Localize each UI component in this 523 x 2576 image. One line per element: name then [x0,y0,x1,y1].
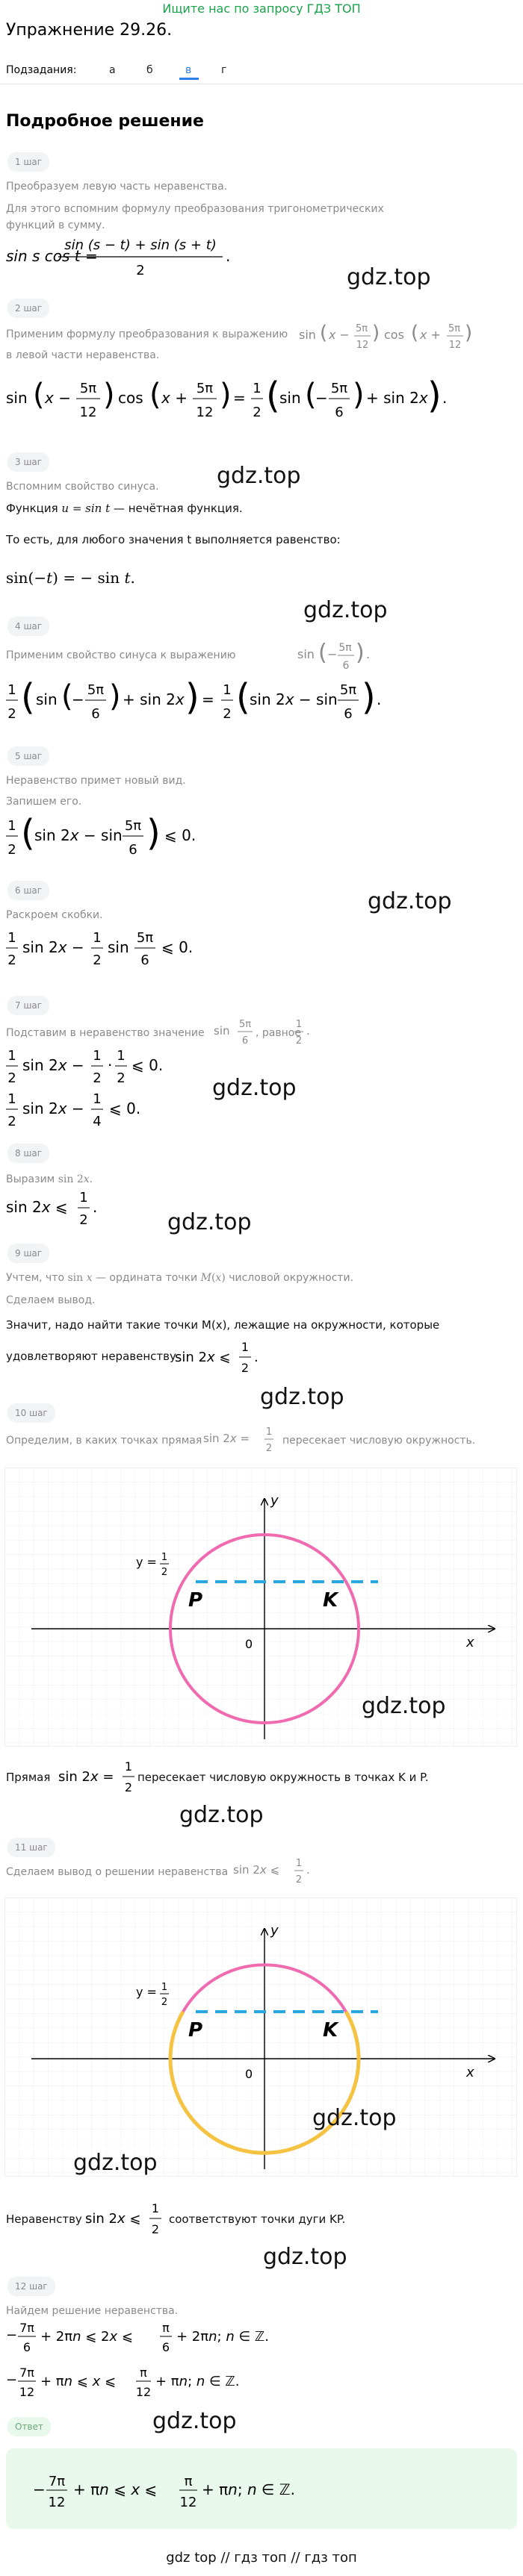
svg-text:π: π [184,2474,193,2489]
svg-text:2: 2 [265,1443,273,1454]
svg-text:1: 1 [253,381,262,396]
svg-text:+ 2πn ⩽ 2x ⩽: + 2πn ⩽ 2x ⩽ [40,2329,133,2345]
svg-text:(: ( [318,640,327,666]
inline-expr-step11 [232,1851,321,1894]
svg-text:1: 1 [93,1091,102,1107]
svg-text:1: 1 [151,2201,160,2215]
formula-step4 [4,669,393,729]
svg-text:1: 1 [161,1552,168,1563]
tab-g[interactable]: г [221,64,227,76]
svg-text:sin (s − t) + sin (s + t): sin (s − t) + sin (s + t) [64,237,217,253]
svg-text:(: ( [21,812,35,854]
step-badge-6: 6 шаг [7,881,49,900]
svg-text:2: 2 [161,1567,168,1578]
svg-text:sin s cos t =: sin s cos t = [6,247,98,265]
svg-text:2: 2 [151,2222,160,2236]
svg-text:2: 2 [117,1070,126,1086]
point-p-label: P [188,2019,203,2042]
svg-text:6: 6 [335,405,344,420]
svg-text:6: 6 [241,1035,249,1047]
svg-text:−: − [6,2372,18,2388]
svg-text:7π: 7π [48,2474,66,2489]
svg-text:+ sin 2x: + sin 2x [123,690,185,708]
step11-text-1: Сделаем вывод о решении неравенства [6,1866,229,1878]
svg-text:(: ( [61,679,73,714]
page-title: Упражнение 29.26. [6,21,173,40]
watermark: gdz.top [260,1384,344,1410]
svg-text:2: 2 [295,1874,303,1886]
svg-text:+ πn; n ∈ ℤ.: + πn; n ∈ ℤ. [155,2374,240,2389]
step10-text-1a: Определим, в каких точках прямая [6,1435,202,1447]
watermark: gdz.top [217,463,301,489]
watermark: gdz.top [263,2244,347,2270]
answer-box [6,2448,517,2529]
svg-text:.: . [377,690,382,708]
svg-text:1: 1 [7,818,16,834]
active-tab-indicator [179,78,199,80]
svg-text:.: . [306,1024,310,1038]
svg-text:1: 1 [7,682,16,698]
svg-text:1: 1 [295,1858,303,1869]
step9-text-4: удовлетворяют неравенству [6,1350,176,1363]
step-badge-4: 4 шаг [7,617,49,636]
svg-text:12: 12 [48,2495,66,2510]
search-hint-link[interactable]: Ищите нас по запросу ГДЗ ТОП [162,1,361,16]
svg-text:π: π [162,2321,170,2335]
svg-text:1: 1 [7,1048,16,1064]
origin-label: 0 [245,2067,253,2081]
watermark: gdz.top [362,1693,446,1719]
step-badge-10: 10 шаг [7,1403,55,1423]
svg-text:12: 12 [448,340,462,351]
svg-text:1: 1 [124,1759,133,1774]
svg-text:sin: sin [297,647,315,661]
watermark: gdz.top [368,888,452,914]
svg-text:5π: 5π [87,682,105,698]
step-badge-1: 1 шаг [7,152,49,172]
svg-text:): ) [427,375,442,417]
y-axis-label: y [270,1493,279,1509]
svg-text:−: − [315,389,328,407]
svg-text:sin: sin [279,389,301,407]
answer-badge: Ответ [7,2417,51,2436]
svg-text:x +: x + [161,389,188,407]
svg-text:2: 2 [124,1780,133,1794]
step12-text-1: Найдем решение неравенства. [6,2305,179,2317]
svg-text:2: 2 [241,1361,250,1375]
svg-text:.: . [93,1198,98,1216]
svg-text:1: 1 [93,930,102,946]
svg-text:2: 2 [7,706,16,722]
svg-text:): ) [146,812,161,854]
svg-text:): ) [362,676,376,718]
origin-label: 0 [245,1637,253,1651]
step5-text-1: Неравенство примет новый вид. [6,775,186,787]
svg-text:−: − [33,2480,46,2498]
svg-text:sin 2x ⩽: sin 2x ⩽ [233,1863,280,1877]
svg-text:6: 6 [129,842,137,858]
step8-text-1: Выразим sin 2x. [6,1173,93,1185]
svg-text:sin 2x ⩽: sin 2x ⩽ [6,1198,68,1216]
svg-text:2: 2 [161,1997,168,2008]
svg-text:1: 1 [223,682,232,698]
step11-after-b: соответствуют точки дуги KP. [169,2212,346,2226]
svg-text:): ) [185,676,199,718]
svg-text:2: 2 [223,706,232,722]
formula-step12 [4,2314,318,2411]
svg-text:+ πn; n ∈ ℤ.: + πn; n ∈ ℤ. [202,2480,296,2498]
svg-text:sin 2x − sin: sin 2x − sin [250,690,338,708]
step9-text-2: Сделаем вывод. [6,1294,96,1306]
svg-text:4: 4 [93,1114,102,1129]
step5-text-2: Запишем его. [6,796,82,808]
svg-text:=: = [202,690,214,708]
svg-text:5π: 5π [196,381,214,396]
svg-text:π: π [140,2366,147,2380]
svg-text:1: 1 [265,1426,273,1438]
inline-expr-sin-cos [299,316,517,358]
svg-text:sin: sin [6,389,28,407]
svg-text:2: 2 [253,405,262,420]
formula-step2 [4,367,453,427]
svg-text:⩽ 0.: ⩽ 0. [131,1056,164,1074]
svg-text:.: . [226,247,231,265]
watermark: gdz.top [152,2408,237,2434]
svg-text:sin 2x − sin: sin 2x − sin [34,826,123,844]
svg-text:2: 2 [7,952,16,968]
svg-text:5π: 5π [330,381,348,396]
line-label: y = [136,1985,157,1999]
step-badge-3: 3 шаг [7,452,49,472]
svg-text:): ) [356,640,365,666]
svg-text:+ 2πn; n ∈ ℤ.: + 2πn; n ∈ ℤ. [176,2329,269,2345]
svg-text:sin: sin [214,1024,230,1038]
svg-text:7π: 7π [19,2366,34,2380]
svg-text:sin 2x ⩽: sin 2x ⩽ [175,1350,231,1365]
svg-text:2: 2 [7,1114,16,1129]
svg-text:5π: 5π [338,642,352,654]
svg-text:1: 1 [161,1982,168,1993]
svg-text:2: 2 [7,842,16,858]
inline-ineq-step9 [173,1335,278,1381]
step2-text-1: Применим формулу преобразования к выражению [6,328,288,340]
svg-text:2: 2 [93,1070,102,1086]
step3-text-2: Функция u = sin t — нечётная функция. [6,502,243,515]
svg-text:5π: 5π [238,1019,252,1030]
svg-text:1: 1 [117,1048,126,1064]
svg-text:(: ( [149,378,161,412]
formula-step6 [4,920,229,973]
svg-text:2: 2 [93,952,102,968]
svg-text:.: . [254,1350,259,1365]
svg-text:7π: 7π [19,2321,34,2335]
step9-text-1: Учтем, что sin x — ордината точки M(x) числовой окружности. [6,1272,354,1284]
svg-text:12: 12 [135,2385,152,2399]
svg-text:12: 12 [356,340,369,351]
svg-text:1: 1 [7,930,16,946]
svg-text:6: 6 [91,706,100,722]
svg-text:(: ( [236,676,250,718]
svg-text:−: − [327,647,338,661]
svg-text:): ) [103,378,115,412]
svg-text:⩽ 0.: ⩽ 0. [161,938,194,956]
svg-text:sin 2x −: sin 2x − [22,938,84,956]
footer-links[interactable]: gdz top // гдз топ // гдз топ [166,2550,357,2566]
step1-text-3: функций в сумму. [6,219,105,231]
x-axis-label: x [466,1635,474,1650]
step2-text-2: в левой части неравенства. [6,349,160,361]
step-badge-2: 2 шаг [7,299,49,318]
unit-circle-graph-2 [4,1897,517,2177]
svg-text:=: = [233,389,246,407]
svg-text:1: 1 [241,1340,250,1354]
tab-v[interactable]: в [185,64,192,76]
svg-text:cos: cos [384,328,404,342]
svg-text:.: . [442,389,448,407]
watermark: gdz.top [73,2150,158,2176]
svg-text:1: 1 [295,1019,303,1030]
line-label: y = [136,1555,157,1569]
svg-text:(: ( [411,322,419,344]
svg-text:12: 12 [79,405,97,420]
svg-text:sin: sin [36,690,58,708]
svg-text:5π: 5π [355,323,368,334]
subtasks-label: Подзадания: [6,64,77,76]
y-axis-label: y [270,1923,279,1939]
step4-text-1: Применим свойство синуса к выражению [6,649,236,661]
formula-step8 [4,1184,124,1233]
svg-text:−: − [72,690,84,708]
svg-text:+ πn ⩽ x ⩽: + πn ⩽ x ⩽ [73,2480,158,2498]
step10-after-b: пересекает числовую окружность в точках K и P. [137,1771,429,1784]
svg-text:cos: cos [118,389,143,407]
step-badge-9: 9 шаг [7,1244,49,1263]
svg-text:sin 2x =: sin 2x = [58,1769,114,1785]
svg-text:sin 2x =: sin 2x = [203,1432,250,1445]
step10-after-a: Прямая [6,1771,51,1784]
svg-text:2: 2 [7,1070,16,1086]
svg-text:(: ( [266,375,280,417]
svg-text:1: 1 [7,1091,16,1107]
watermark: gdz.top [179,1802,264,1828]
svg-text:(: ( [33,378,45,412]
svg-text:12: 12 [179,2495,197,2510]
step9-text-3: Значит, надо найти такие точки M(x), лежащие на окружности, которые [6,1318,440,1332]
formula-product-to-sum [4,233,273,279]
svg-text:+ sin 2x: + sin 2x [366,389,428,407]
tab-a[interactable]: а [109,64,116,76]
svg-text:5π: 5π [448,323,461,334]
step-badge-12: 12 шаг [7,2277,55,2296]
svg-text:−: − [6,2327,18,2343]
svg-text:sin: sin [299,328,316,342]
svg-text:1: 1 [93,1048,102,1064]
step7-text-1b: , равное [256,1027,301,1039]
point-k-label: K [323,2019,338,2042]
svg-text:): ) [372,322,380,344]
svg-text:1: 1 [79,1190,88,1206]
formula-step5 [4,805,229,864]
svg-text:): ) [109,679,121,714]
svg-text:x +: x + [420,328,441,342]
svg-text:(: ( [21,676,35,718]
svg-text:6: 6 [344,706,353,722]
svg-text:.: . [306,1863,310,1877]
watermark: gdz.top [212,1075,297,1101]
section-title: Подробное решение [6,112,204,131]
svg-text:12: 12 [19,2385,35,2399]
step11-after-a: Неравенству [6,2212,82,2226]
point-p-label: P [188,1589,203,1612]
svg-text:5π: 5π [339,682,357,698]
svg-text:⩽ 0.: ⩽ 0. [164,826,196,844]
formula-odd-sine: sin(−t) = − sin t. [6,569,135,587]
step10-text-1b: пересекает числовую окружность. [282,1435,476,1447]
svg-text:2: 2 [295,1035,303,1047]
svg-text:sin 2x −: sin 2x − [22,1056,84,1074]
step-badge-11: 11 шаг [7,1838,55,1857]
step1-text-1: Преобразуем левую часть неравенства. [6,181,228,193]
svg-text:x −: x − [45,389,71,407]
step-badge-8: 8 шаг [7,1144,49,1163]
formula-step7 [4,1041,229,1138]
svg-text:): ) [353,378,365,412]
step-badge-5: 5 шаг [7,746,49,766]
watermark: gdz.top [347,264,431,290]
svg-text:2: 2 [136,263,145,278]
svg-text:2: 2 [79,1212,88,1228]
tab-b[interactable]: б [146,64,153,76]
svg-text:5π: 5π [124,818,142,834]
step7-text-1: Подставим в неравенство значение [6,1027,205,1039]
svg-text:): ) [465,322,473,344]
watermark: gdz.top [312,2105,397,2131]
x-axis-label: x [466,2065,474,2080]
svg-text:6: 6 [161,2340,170,2354]
svg-text:): ) [220,378,232,412]
svg-text:6: 6 [140,952,149,968]
svg-text:sin: sin [108,938,129,956]
svg-text:(: ( [305,378,317,412]
watermark: gdz.top [303,597,388,623]
svg-text:x −: x − [329,328,350,342]
svg-text:.: . [366,647,371,661]
watermark: gdz.top [167,1209,252,1235]
svg-text:5π: 5π [79,381,97,396]
svg-text:⩽ 0.: ⩽ 0. [109,1100,141,1117]
svg-text:sin 2x ⩽: sin 2x ⩽ [85,2211,141,2227]
svg-text:5π: 5π [136,930,154,946]
svg-text:+ πn ⩽ x ⩽: + πn ⩽ x ⩽ [40,2374,117,2389]
inline-expr-step10 [202,1418,276,1462]
step6-text-1: Раскроем скобки. [6,909,103,921]
step3-text-3: То есть, для любого значения t выполняется равенство: [6,533,341,546]
answer-formula [6,2448,517,2529]
point-k-label: K [323,1589,338,1612]
svg-text:6: 6 [22,2340,31,2354]
svg-text:sin 2x −: sin 2x − [22,1100,84,1117]
step1-text-2: Для этого вспомним формулу преобразования тригонометрических [6,203,384,215]
svg-text:6: 6 [342,660,350,672]
step3-text-1: Вспомним свойство синуса. [6,481,159,493]
svg-text:(: ( [320,322,328,344]
svg-text:·: · [108,1056,113,1074]
svg-text:12: 12 [196,405,214,420]
step-badge-7: 7 шаг [7,996,49,1015]
